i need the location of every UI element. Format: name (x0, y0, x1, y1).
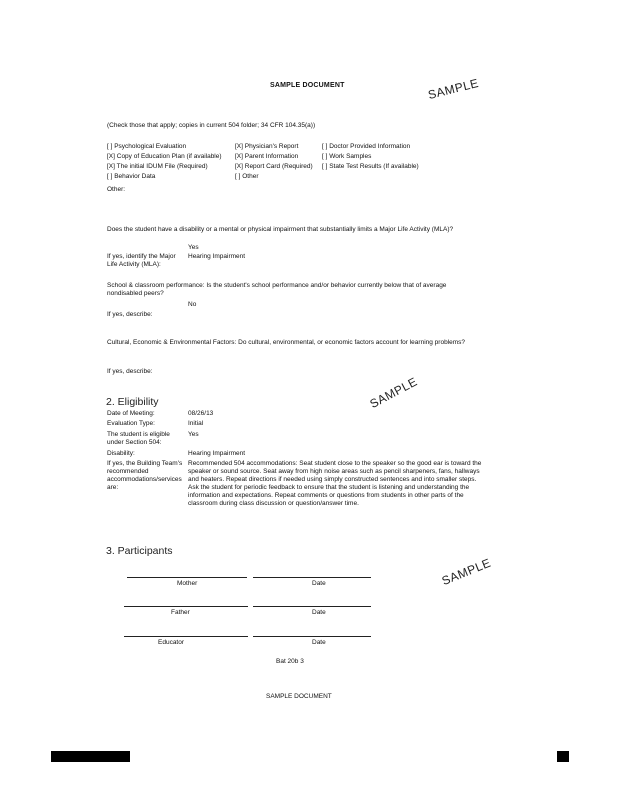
doc-item: [X] Copy of Education Plan (if available) (107, 153, 222, 160)
signer-label: Mother (177, 580, 198, 587)
eligibility-value: Hearing Impairment (188, 450, 246, 457)
doc-item: [ ] Behavior Data (107, 173, 156, 180)
document-footer: SAMPLE DOCUMENT (266, 693, 332, 700)
scan-mark-right (557, 751, 569, 762)
documents-instructions: (Check those that apply; copies in current 504 folder; 34 CFR 104.35(a)) (107, 122, 316, 129)
eligibility-value: 08/26/13 (188, 410, 214, 417)
cultural-question: Cultural, Economic & Environmental Factors: Do cultural, environmental, or economic factors account for learning problems? (107, 339, 466, 346)
doc-item: [ ] State Test Results (If available) (322, 163, 419, 170)
doc-item: [ ] Psychological Evaluation (107, 143, 187, 150)
cultural-describe: If yes, describe: (107, 368, 153, 375)
doc-item: [X] Report Card (Required) (235, 163, 313, 170)
mla-value: Hearing Impairment (188, 253, 246, 260)
eligibility-label: Evaluation Type: (107, 420, 155, 427)
documents-column-2 (235, 143, 325, 181)
sample-stamp: SAMPLE (367, 374, 420, 411)
eligibility-value: Initial (188, 420, 204, 427)
sample-stamp: SAMPLE (426, 75, 481, 102)
doc-item: [ ] Other (235, 173, 259, 180)
documents-column-1 (107, 143, 237, 181)
eligibility-label: If yes, the Building Team's recommended accommodations/services are: (107, 460, 183, 491)
eligibility-title: 2. Eligibility (106, 396, 159, 408)
disability-answer: Yes (188, 244, 199, 251)
eligibility-label: Date of Meeting: (107, 410, 155, 417)
sample-stamp: SAMPLE (439, 555, 493, 588)
page-code: Bat 20b 3 (276, 658, 304, 665)
date-line (253, 606, 371, 607)
eligibility-label: Disability: (107, 450, 135, 457)
signature-line (127, 577, 247, 578)
signer-label: Father (171, 609, 190, 616)
performance-describe: If yes, describe: (107, 311, 153, 318)
date-line (253, 577, 371, 578)
performance-answer: No (188, 301, 197, 308)
doc-item: [ ] Work Samples (322, 153, 372, 160)
signer-label: Educator (158, 639, 185, 646)
date-label: Date (312, 580, 326, 587)
eligibility-value: Yes (188, 431, 199, 438)
date-label: Date (312, 639, 326, 646)
doc-item: [X] Physician's Report (235, 143, 299, 150)
signature-line (124, 606, 248, 607)
documents-other-label: Other: (107, 186, 126, 193)
scan-mark-left (51, 751, 130, 762)
doc-item: [X] The initial IDUM File (Required) (107, 163, 208, 170)
date-line (253, 636, 371, 637)
participants-title: 3. Participants (106, 545, 173, 557)
disability-question: Does the student have a disability or a mental or physical impairment that substantially limits a Major Life Activity (MLA)? (107, 226, 454, 233)
document-header: SAMPLE DOCUMENT (270, 82, 345, 89)
signature-line (124, 636, 248, 637)
date-label: Date (312, 609, 326, 616)
performance-question: School & classroom performance: Is the student's school performance and/or behavior currently below that of average nondisabled peers? (107, 282, 447, 297)
doc-item: [X] Parent Information (235, 153, 299, 160)
documents-column-3 (322, 143, 442, 171)
doc-item: [ ] Doctor Provided Information (322, 143, 411, 150)
accommodations-text: Recommended 504 accommodations: Seat student close to the speaker so the good ear is toward the speaker or sound source. Seat away from high noise areas such as pencil sharpeners, fans, hallways and heaters. Repeat directions if needed using simply constructed sentences and into smaller steps. Ask the student for periodic feedback to ensure that the student is listening and understanding the information and expectations. Repeat comments or questions from students in other parts of the classroom during class discussion or question/answer time. (188, 460, 482, 507)
eligibility-label: The student is eligible under Section 504: (107, 431, 170, 446)
mla-label: If yes, identify the Major Life Activity (MLA): (107, 253, 176, 268)
